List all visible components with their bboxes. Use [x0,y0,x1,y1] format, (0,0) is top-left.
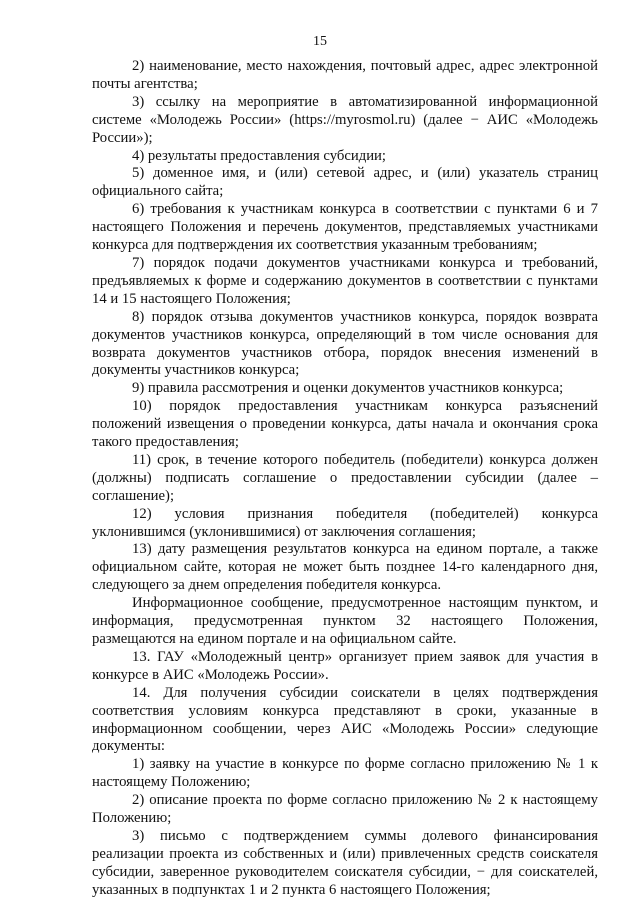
paragraph: 5) доменное имя, и (или) сетевой адрес, и (или) указатель страниц официального сайта; [92,165,598,200]
paragraph: 13) дату размещения результатов конкурса на едином портале, а также официальном сайте, которая не может быть позднее 14-го календарного дня, следующего за днем определения победителя конкурса. [92,541,598,594]
paragraph: 6) требования к участникам конкурса в соответствии с пунктами 6 и 7 настоящего Положения и перечень документов, представляемых участниками конкурса для подтверждения их соответствия указанным требованиям; [92,201,598,254]
paragraph: Информационное сообщение, предусмотренное настоящим пунктом, и информация, предусмотренная пунктом 32 настоящего Положения, размещаются на едином портале и на официальном сайте. [92,595,598,647]
paragraph: 14. Для получения субсидии соискатели в целях подтверждения соответствия условиям конкурса представляют в сроки, указанные в информационном сообщении, через АИС «Молодежь России» следующие документы: [92,684,598,755]
paragraph: 7) порядок подачи документов участниками конкурса и требований, предъявляемых к форме и содержанию документов в соответствии с пунктами 14 и 15 настоящего Положения; [92,254,598,307]
paragraph: 1) заявку на участие в конкурсе по форме согласно приложению № 1 к настоящему Положению; [92,756,598,791]
paragraph: 11) срок, в течение которого победитель (победители) конкурса должен (должны) подписать соглашение о предоставлении субсидии (далее – соглашение); [92,451,598,504]
paragraph: 3) письмо с подтверждением суммы долевого финансирования реализации проекта из собственных и (или) привлеченных средств соискателя субсидии, заверенное руководителем соискателя субсидии, − для соискателей, указанных в подпунктах 1 и 2 пункта 6 настоящего Положения; [92,827,598,898]
document-body [92,58,598,900]
paragraph: 9) правила рассмотрения и оценки документов участников конкурса; [132,380,564,397]
paragraph: 10) порядок предоставления участникам конкурса разъяснений положений извещения о проведении конкурса, даты начала и окончания срока такого предоставления; [92,398,598,451]
paragraph: 3) ссылку на мероприятие в автоматизированной информационной системе «Молодежь России» (https://myrosmol.ru) (далее − АИС «Молодежь России»); [92,93,598,146]
paragraph: 13. ГАУ «Молодежный центр» организует прием заявок для участия в конкурсе в АИС «Молодежь России». [92,648,598,683]
paragraph: 12) условия признания победителя (победителей) конкурса уклонившимся (уклонившимися) от заключения соглашения; [92,505,598,540]
paragraph: 4) результаты предоставления субсидии; [132,147,386,164]
page-number: 15 [313,34,327,49]
paragraph: 2) описание проекта по форме согласно приложению № 2 к настоящему Положению; [92,792,598,827]
paragraph: 8) порядок отзыва документов участников конкурса, порядок возврата документов участников конкурса, определяющий в том числе основания для возврата документов участников отбора, порядок внесения изменений в документы участников конкурса; [92,308,598,379]
paragraph: 2) наименование, место нахождения, почтовый адрес, адрес электронной почты агентства; [92,58,598,92]
